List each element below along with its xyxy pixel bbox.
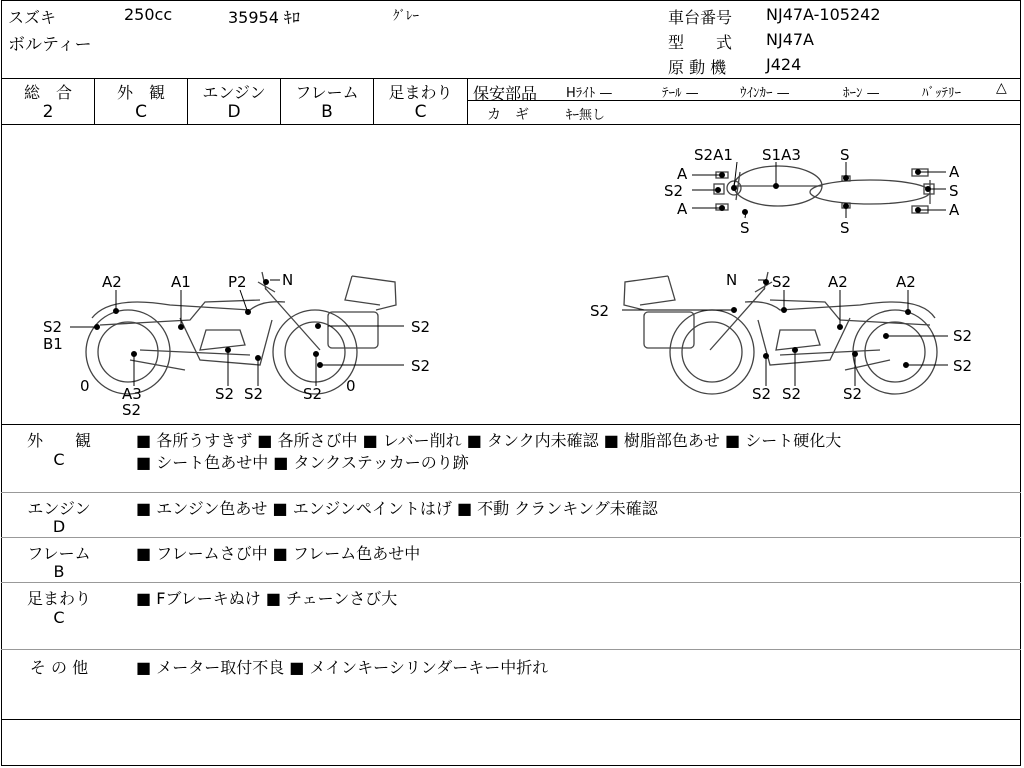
- diagram-mark: A3: [122, 385, 142, 403]
- remark-category: 外 観: [26, 431, 91, 450]
- grade-overall-value: 2: [42, 102, 54, 122]
- remark-grade: B: [53, 562, 65, 581]
- diagram-mark: A1: [171, 273, 191, 291]
- diagram-mark: S2: [43, 318, 63, 336]
- remark-grade: D: [52, 517, 66, 536]
- frame-no: NJ47A-105242: [766, 5, 881, 24]
- remark-line: ■ 各所うすきず ■ 各所さび中 ■ レバー削れ ■ タンク内未確認 ■ 樹脂部色あせ ■ シート硬化大: [136, 431, 842, 450]
- safety-taillight: ﾃｰﾙ —: [662, 86, 699, 101]
- diagram-mark: N: [282, 271, 294, 289]
- model-name: ボルティー: [8, 35, 92, 55]
- remarks-divider: [1, 537, 1021, 538]
- remark-category: フレーム: [27, 544, 91, 563]
- diagram-mark: P2: [228, 273, 247, 291]
- engine-label: 原 動 機: [668, 58, 727, 77]
- mileage: 35954 ｷﾛ: [228, 8, 300, 27]
- diagram-mark: A2: [102, 273, 122, 291]
- diagram-mark: A: [677, 200, 688, 218]
- grade-engine-value: D: [227, 102, 241, 122]
- diagram-mark: S2A1: [694, 146, 733, 164]
- remarks-bottom-rule: [1, 719, 1021, 720]
- frame-no-label: 車台番号: [668, 8, 733, 27]
- remark-grade: C: [53, 450, 65, 469]
- remark-category: 足まわり: [26, 589, 91, 608]
- remarks-divider: [1, 492, 1021, 493]
- color: ｸﾞﾚｰ: [393, 9, 419, 24]
- diagram-mark: S2: [215, 385, 235, 403]
- diagram-mark: S2: [664, 182, 684, 200]
- remarks-divider: [1, 582, 1021, 583]
- diagram-mark: 0: [346, 377, 356, 395]
- remark-category: そ の 他: [29, 658, 89, 677]
- safety-label: 保安部品: [473, 84, 538, 103]
- grade-frame-label: フレーム: [295, 83, 359, 102]
- type-value: NJ47A: [766, 30, 814, 49]
- remark-line: ■ Fブレーキぬけ ■ チェーンさび大: [136, 589, 398, 608]
- diagram-mark: S: [840, 146, 850, 164]
- safety-winker: ｳｲﾝｶｰ —: [740, 86, 790, 101]
- grade-overall-label: 総 合: [23, 83, 72, 102]
- diagram-mark: S: [740, 219, 750, 237]
- engine-value: J424: [766, 55, 802, 74]
- diagram-mark: S2: [752, 385, 772, 403]
- remark-line: ■ シート色あせ中 ■ タンクステッカーのり跡: [136, 453, 469, 472]
- grade-engine-label: エンジン: [202, 83, 266, 102]
- diagram-mark: A2: [828, 273, 848, 291]
- diagram-mark: S2: [411, 357, 431, 375]
- safety-headlight: Hﾗｲﾄ —: [566, 86, 613, 101]
- remark-grade: C: [53, 608, 65, 627]
- diagram-mark: A: [949, 201, 960, 219]
- diagram-mark: S2: [303, 385, 323, 403]
- diagram-mark: S2: [244, 385, 264, 403]
- diagram-mark: S2: [411, 318, 431, 336]
- remark-line: ■ エンジン色あせ ■ エンジンペイントはげ ■ 不動 クランキング未確認: [136, 499, 658, 518]
- motorcycle-top-view-icon: [714, 166, 934, 213]
- scroll-up-icon[interactable]: △: [996, 80, 1007, 96]
- diagram-mark: S2: [953, 327, 973, 345]
- remark-category: エンジン: [27, 499, 91, 518]
- remark-line: ■ フレームさび中 ■ フレーム色あせ中: [136, 544, 421, 563]
- type-label: 型 式: [668, 33, 733, 52]
- diagram-mark: B1: [43, 335, 63, 353]
- diagram-mark: S1A3: [762, 146, 801, 164]
- diagram-mark: N: [726, 271, 738, 289]
- grade-frame-value: B: [321, 102, 333, 122]
- diagram-mark: S2: [953, 357, 973, 375]
- diagram-mark: S2: [122, 401, 142, 419]
- grade-exterior-label: 外 観: [116, 83, 165, 102]
- grade-suspension-value: C: [414, 102, 427, 122]
- grade-exterior-value: C: [135, 102, 147, 122]
- key-label: カ ギ: [487, 107, 529, 123]
- diagram-mark: A2: [896, 273, 916, 291]
- key-value: ｷｰ無し: [566, 108, 606, 123]
- remark-line: ■ メーター取付不良 ■ メインキーシリンダーキー中折れ: [136, 658, 549, 677]
- displacement: 250cc: [124, 5, 173, 24]
- diagram-mark: S: [949, 182, 959, 200]
- diagram-mark: A: [949, 163, 960, 181]
- grade-suspension-label: 足まわり: [388, 83, 453, 102]
- diagram-mark: S2: [590, 302, 610, 320]
- diagram-mark: S2: [782, 385, 802, 403]
- diagram-mark: A: [677, 165, 688, 183]
- diagram-mark: 0: [80, 377, 90, 395]
- safety-battery: ﾊﾞｯﾃﾘｰ: [922, 86, 961, 101]
- remarks-divider: [1, 649, 1021, 650]
- diagram-mark: S2: [843, 385, 863, 403]
- diagram-mark: S2: [772, 273, 792, 291]
- safety-horn: ﾎｰﾝ —: [843, 86, 880, 101]
- maker: スズキ: [8, 8, 57, 27]
- diagram-mark: S: [840, 219, 850, 237]
